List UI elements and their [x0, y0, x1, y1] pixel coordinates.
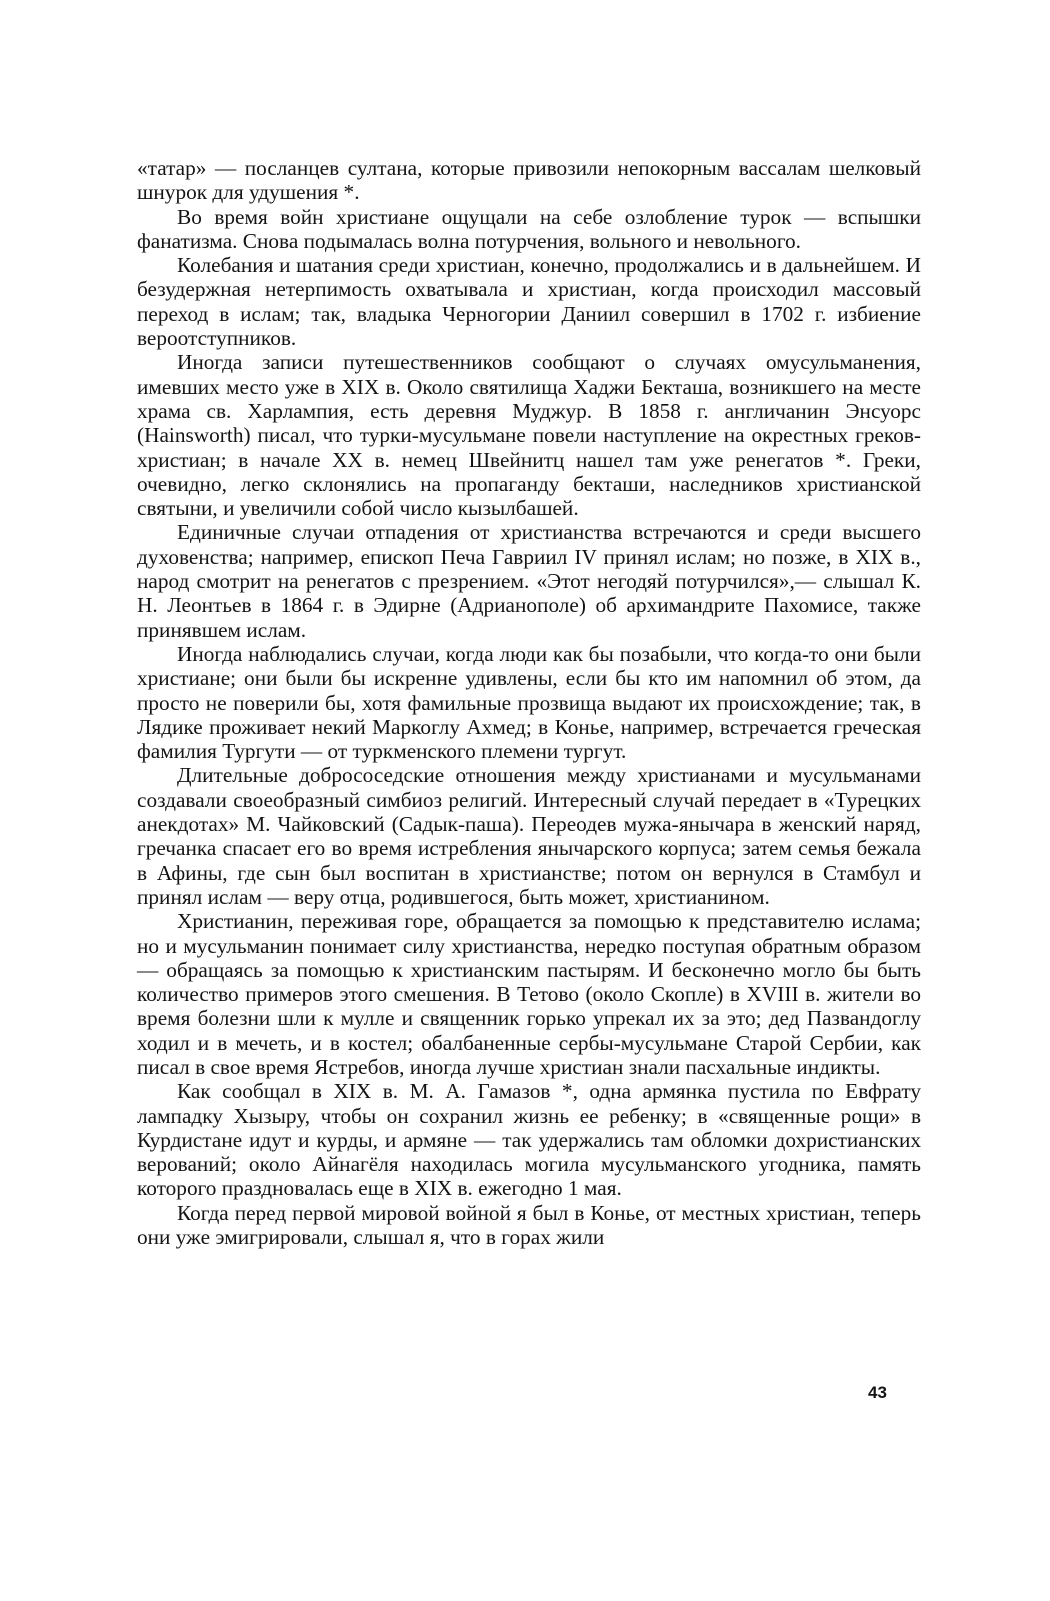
page-body — [137, 156, 921, 1249]
paragraph: Когда перед первой мировой войной я был в Конье, от местных христиан, теперь они уже эмигрировали, слышал я, что в горах жили — [137, 1200, 921, 1250]
paragraph: Иногда записи путешественников сообщают о случаях омусульманения, имевших место уже в XIX в. Около святилища Хаджи Бекташа, возникшего на месте храма св. Харлампия, есть деревня Муджур. В 1858 г. англичанин Энсуорс (Hainsworth) писал, что турки-мусульмане повели наступление на окрестных греков-христиан; в начале XX в. немец Швейнитц нашел там уже ренегатов *. Греки, очевидно, легко склонялись на пропаганду бекташи, наследников христианской святыни, и увеличили собой число кызылбашей. — [137, 350, 921, 521]
paragraph: Христианин, переживая горе, обращается за помощью к представителю ислама; но и мусульманин понимает силу христианства, нередко поступая обратным образом — обращаясь за помощью к христианским пастырям. И бесконечно могло бы быть количество примеров этого смешения. В Тетово (около Скопле) в XVIII в. жители во время болезни шли к мулле и священник горько упрекал их за это; дед Пазвандоглу ходил и в мечеть, и в костел; обалбаненные сербы-мусульмане Старой Сербии, как писал в свое время Ястребов, иногда лучше христиан знали пасхальные индикты. — [137, 909, 921, 1079]
paragraph: Во время войн христиане ощущали на себе озлобление турок — вспышки фанатизма. Снова подымалась волна потурчения, вольного и невольного. — [137, 204, 921, 253]
paragraph: Единичные случаи отпадения от христианства встречаются и среди высшего духовенства; например, епископ Печа Гавриил IV принял ислам; но позже, в XIX в., народ смотрит на ренегатов с презрением. «Этот негодяй потурчился»,— слышал К. Н. Леонтьев в 1864 г. в Эдирне (Адрианополе) об архимандрите Пахомисе, также принявшем ислам. — [137, 520, 921, 642]
paragraph: Как сообщал в XIX в. М. А. Гамазов *, одна армянка пустила по Евфрату лампадку Хызыру, чтобы он сохранил жизнь ее ребенку; в «священные рощи» в Курдистане идут и курды, и армяне — так удержались там обломки дохристианских верований; около Айнагёля находилась могила мусульманского угодника, память которого праздновaлась еще в XIX в. ежегодно 1 мая. — [137, 1079, 921, 1201]
paragraph: Колебания и шатания среди христиан, конечно, продолжались и в дальнейшем. И безудержная нетерпимость охватывала и христиан, когда происходил массовый переход в ислам; так, владыка Черногории Даниил совершил в 1702 г. избиение вероотступников. — [137, 253, 921, 351]
paragraph: Иногда наблюдались случаи, когда люди как бы позабыли, что когда-то они были христиане; они были бы искренне удивлены, если бы кто им напомнил об этом, да просто не поверили бы, хотя фамильные прозвища выдают их происхождение; так, в Лядике проживает некий Маркоглу Ахмед; в Конье, например, встречается греческая фамилия Тургути — от туркменского племени тургут. — [137, 641, 921, 764]
page-number: 43 — [868, 1383, 887, 1402]
paragraph: Длительные добрососедские отношения между христианами и мусульманами создавали своеобразный симбиоз религий. Интересный случай передает в «Турецких анекдотах» М. Чайковский (Садык-паша). Переодев мужа-янычара в женский наряд, гречанка спасает его во время истребления янычарского корпуса; затем семья бежала в Афины, где сын был воспитан в христианстве; потом он вернулся в Стамбул и принял ислам — веру отца, родившегося, быть может, христианином. — [137, 763, 921, 909]
paragraph: «татар» — посланцев султана, которые привозили непокорным вассалам шелковый шнурок для удушения *. — [137, 156, 921, 205]
